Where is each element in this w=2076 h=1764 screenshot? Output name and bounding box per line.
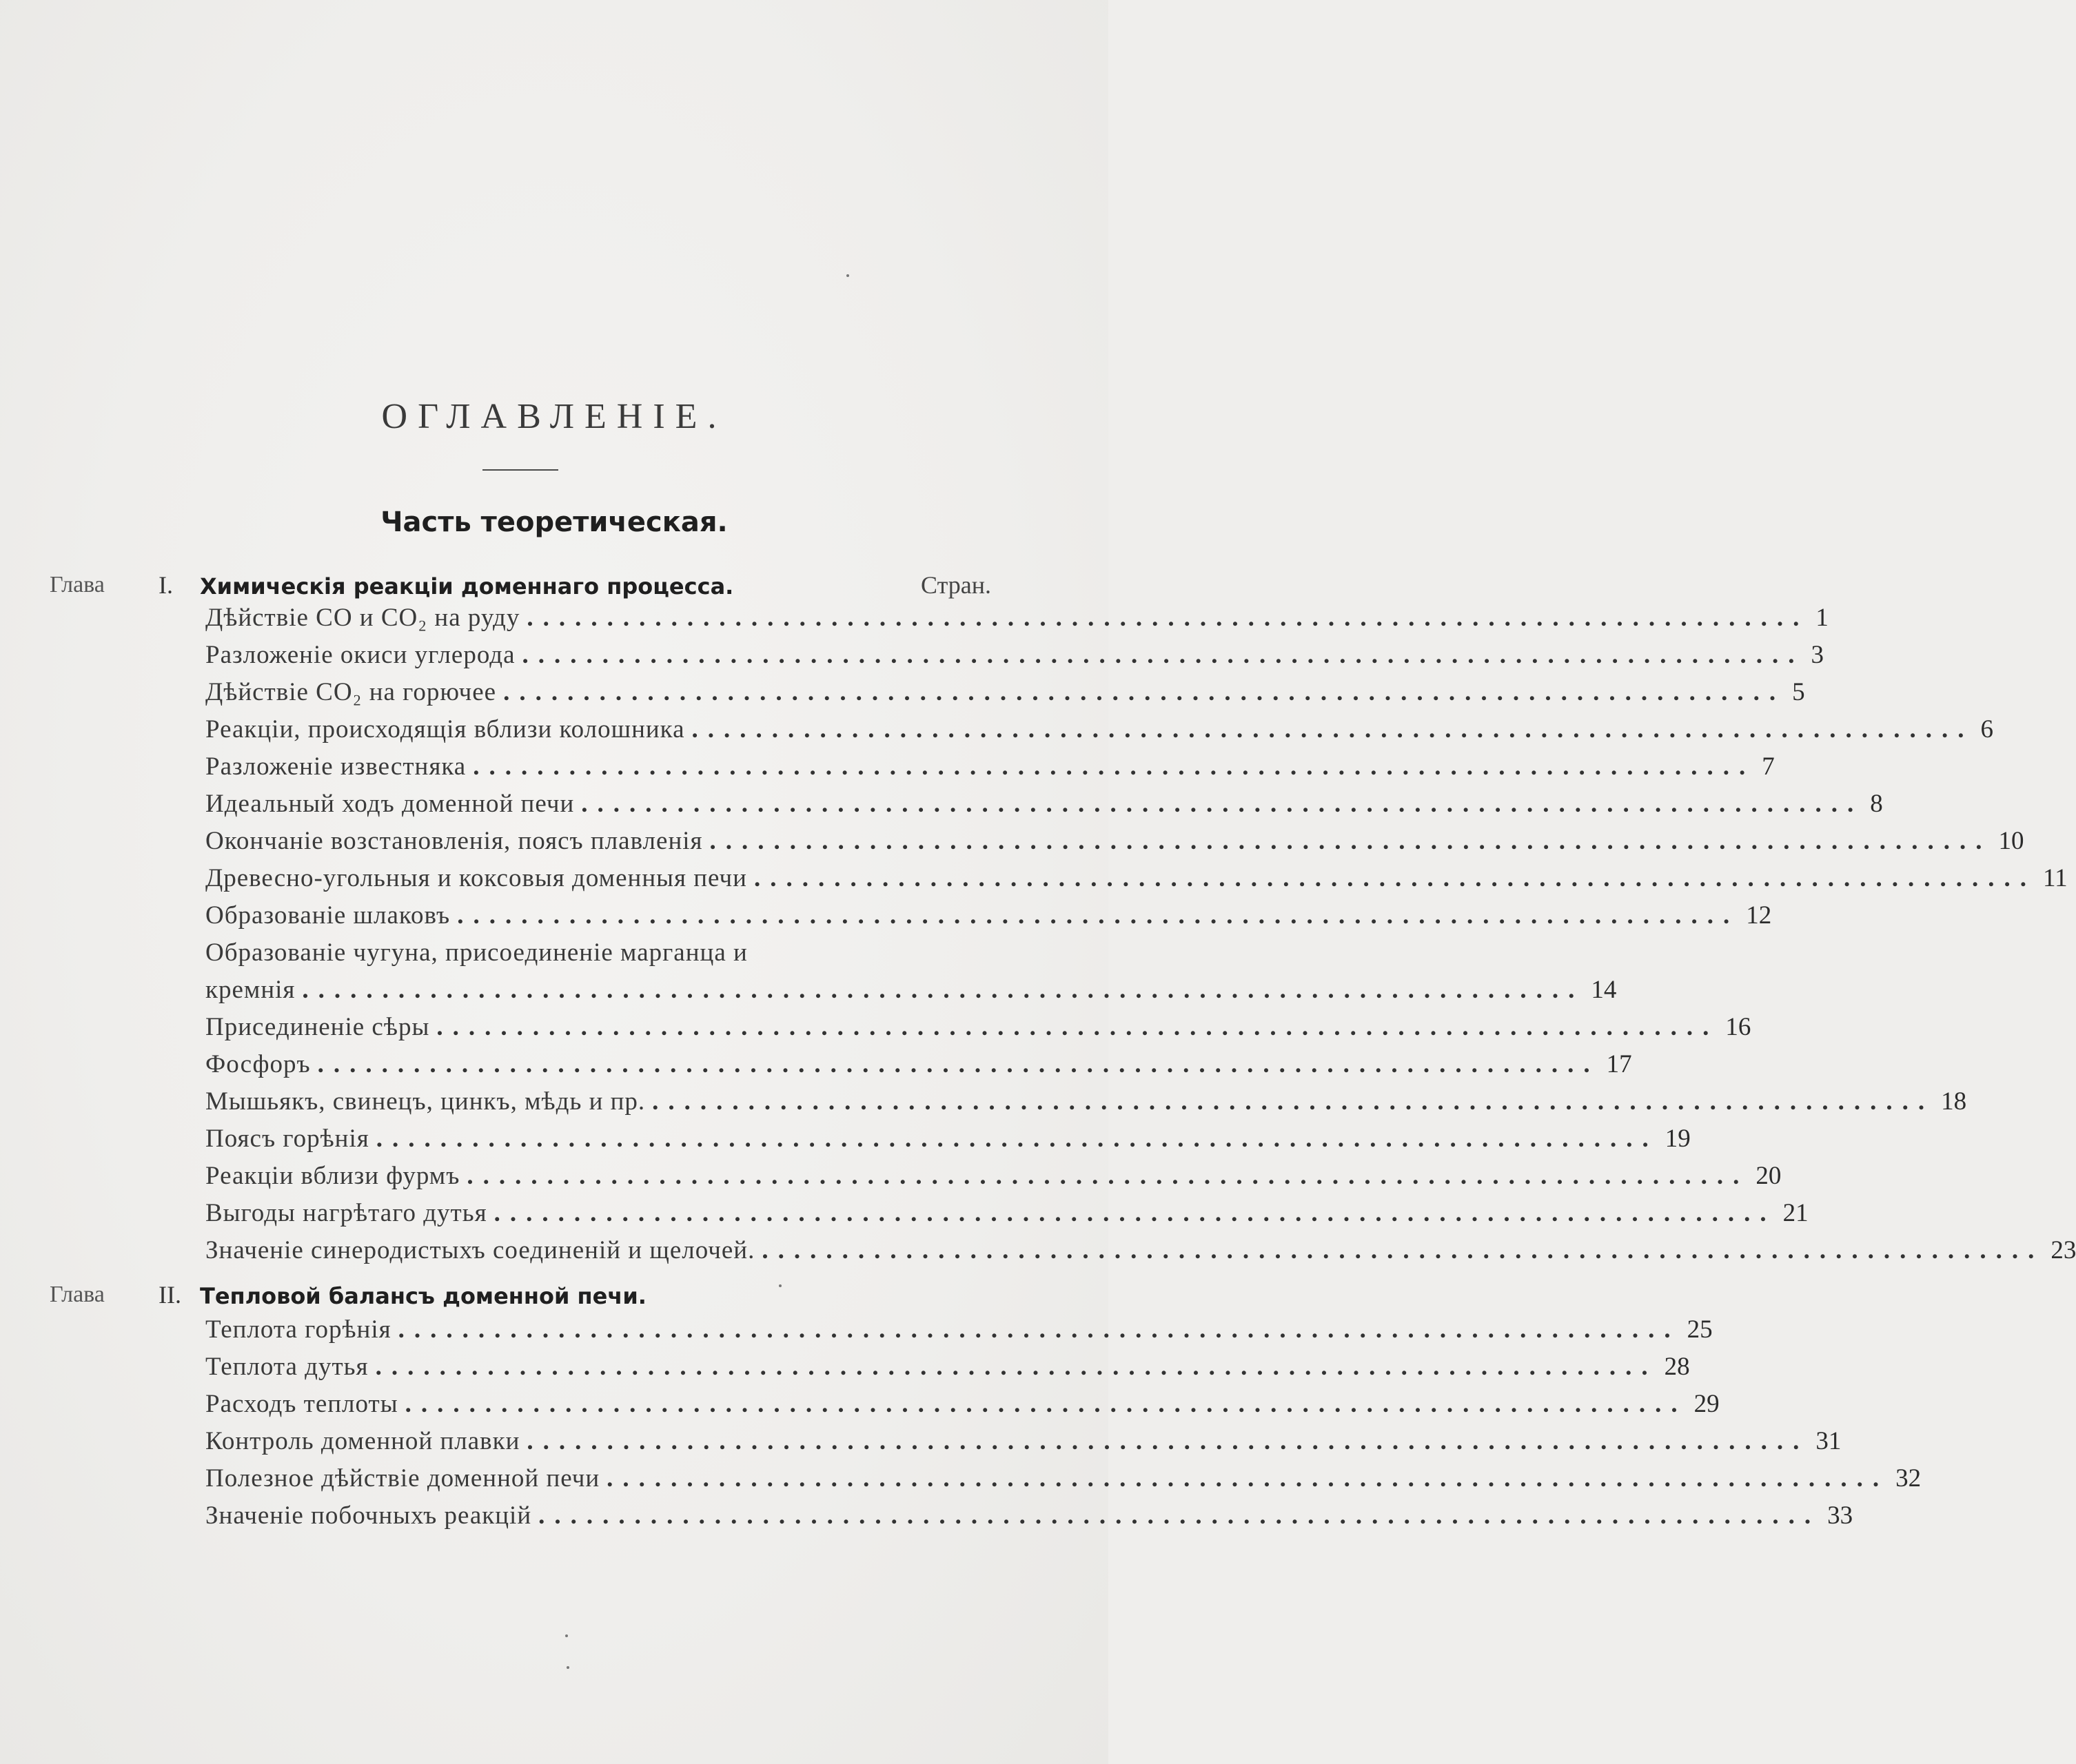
- entry-page: 31: [1815, 1427, 1842, 1455]
- entry-page: 17: [1606, 1050, 1632, 1078]
- entry-page: 21: [1782, 1199, 1809, 1227]
- dot-leader: ................................................................................: [581, 790, 1864, 818]
- entry-page: 19: [1665, 1125, 1691, 1153]
- dot-leader: ................................................................................: [522, 641, 1804, 669]
- entry-text: Теплота дутья: [205, 1353, 369, 1381]
- entry-page: 18: [1941, 1087, 1967, 1116]
- entry-text: Древесно-угольныя и коксовыя доменныя печи: [205, 864, 747, 892]
- toc-entry: [205, 1124, 1691, 1160]
- chapter-number: II.: [159, 1281, 181, 1309]
- entry-page: 10: [1998, 827, 2024, 855]
- toc-entry: [205, 938, 991, 974]
- entry-text: Присединеніе сѣры: [205, 1013, 430, 1041]
- entry-page: 28: [1664, 1353, 1690, 1381]
- dot-leader: ................................................................................: [493, 1199, 1776, 1227]
- entry-text: Контроль доменной плавки: [205, 1427, 520, 1455]
- chapter-title: Химическія реакціи доменнаго процесса.: [200, 573, 734, 599]
- dot-leader: ................................................................................: [317, 1050, 1600, 1078]
- entry-page: 6: [1980, 715, 1994, 743]
- entry-page: 16: [1725, 1013, 1751, 1041]
- entry-text: Разложеніе окиси углерода: [205, 641, 516, 669]
- entry-text: Окончаніе возстановленія, поясъ плавленія: [205, 827, 703, 855]
- toc-entry: [205, 863, 2068, 899]
- entry-text: Полезное дѣйствіе доменной печи: [205, 1464, 600, 1493]
- entry-text: Дѣйствіе СО и СО₂ на руду: [205, 604, 520, 632]
- entry-page: 5: [1792, 678, 1805, 706]
- toc-entry: [205, 677, 1805, 713]
- entry-page: 3: [1811, 641, 1824, 669]
- dot-leader: ................................................................................: [457, 901, 1740, 930]
- entry-text: Реакціи вблизи фурмъ: [205, 1162, 460, 1190]
- entry-page: 7: [1762, 752, 1775, 781]
- toc-entry: [205, 752, 1775, 788]
- toc-entry: [205, 1012, 1751, 1048]
- entry-text: Дѣйствіе СО₂ на горючее: [205, 678, 497, 706]
- entry-text: Расходъ теплоты: [205, 1390, 398, 1418]
- chapter-heading: [0, 566, 1108, 602]
- entry-text: Разложеніе известняка: [205, 752, 467, 781]
- chapter-title: Тепловой балансъ доменной печи.: [200, 1283, 647, 1309]
- toc-entry: [205, 1464, 1922, 1499]
- paper-speck: [567, 1666, 569, 1669]
- toc-entry: [205, 975, 1617, 1011]
- entry-text: Теплота горѣнія: [205, 1315, 391, 1344]
- dot-leader: ................................................................................: [691, 715, 1974, 743]
- dot-leader: ................................................................................: [398, 1315, 1680, 1344]
- toc-entry: [205, 1352, 1690, 1388]
- chapter-number: I.: [159, 571, 173, 599]
- toc-entry: [205, 826, 2024, 862]
- entry-page: 32: [1895, 1464, 1922, 1493]
- dot-leader: ................................................................................: [709, 827, 1992, 855]
- toc-entry: [205, 789, 1883, 825]
- chapter-heading: [0, 1276, 1108, 1312]
- entry-page: 11: [2042, 864, 2068, 892]
- entry-page: 23: [2050, 1236, 2076, 1264]
- entry-text: Фосфоръ: [205, 1050, 311, 1078]
- dot-leader: ................................................................................: [538, 1501, 1821, 1530]
- toc-entry: [205, 1315, 1713, 1351]
- chapter-word: Глава: [50, 572, 105, 597]
- entry-page: 29: [1693, 1390, 1720, 1418]
- toc-entry: [205, 715, 1994, 750]
- dot-leader: ................................................................................: [436, 1013, 1719, 1041]
- dot-leader: ................................................................................: [473, 752, 1756, 781]
- toc-entry: [205, 1049, 1632, 1085]
- paper-speck: [846, 274, 849, 277]
- toc-entry: [205, 603, 1829, 639]
- entry-text: Поясъ горѣнія: [205, 1125, 369, 1153]
- toc-entry: [205, 640, 1824, 676]
- entry-text: Мышьякъ, свинецъ, цинкъ, мѣдь и пр.: [205, 1087, 646, 1116]
- dot-leader: ................................................................................: [607, 1464, 1889, 1493]
- toc-entry: [205, 901, 1772, 936]
- chapter-word: Глава: [50, 1282, 105, 1307]
- entry-text: Значеніе побочныхъ реакцій: [205, 1501, 532, 1530]
- entry-page: 25: [1687, 1315, 1713, 1344]
- entry-text: Образованіе шлаковъ: [205, 901, 451, 930]
- entry-page: 14: [1591, 976, 1617, 1004]
- entry-page: 20: [1756, 1162, 1782, 1190]
- dot-leader: ................................................................................: [503, 678, 1786, 706]
- title-rule: [482, 469, 558, 471]
- toc-entry: [205, 1235, 2076, 1271]
- dot-leader: ................................................................................: [652, 1087, 1935, 1116]
- entry-page: 12: [1746, 901, 1772, 930]
- entry-text: Образованіе чугуна, присоединеніе марганца и: [205, 939, 748, 967]
- dot-leader: ................................................................................: [527, 1427, 1809, 1455]
- dot-leader: ................................................................................: [302, 976, 1585, 1004]
- entry-page: 8: [1870, 790, 1883, 818]
- paper-speck: [779, 1284, 782, 1287]
- entry-text: Значеніе синеродистыхъ соединеній и щелочей.: [205, 1236, 755, 1264]
- entry-page: 33: [1827, 1501, 1853, 1530]
- part-title: Часть теоретическая.: [380, 506, 728, 538]
- entry-text: Реакціи, происходящія вблизи колошника: [205, 715, 685, 743]
- toc-entry: [205, 1198, 1809, 1234]
- toc-entry: [205, 1426, 1842, 1462]
- dot-leader: ................................................................................: [375, 1353, 1658, 1381]
- toc-entry: [205, 1501, 1853, 1537]
- toc-entry: [205, 1161, 1782, 1197]
- dot-leader: ................................................................................: [376, 1125, 1658, 1153]
- entry-text: Выгоды нагрѣтаго дутья: [205, 1199, 487, 1227]
- toc-entry: [205, 1389, 1720, 1425]
- entry-page: 1: [1815, 604, 1829, 632]
- dot-leader: ................................................................................: [762, 1236, 2044, 1264]
- dot-leader: ................................................................................: [467, 1162, 1749, 1190]
- paper-speck: [565, 1634, 568, 1637]
- entry-text: Идеальный ходъ доменной печи: [205, 790, 575, 818]
- entry-text: кремнія: [205, 976, 296, 1004]
- toc-entry: [205, 1087, 1967, 1122]
- dot-leader: ................................................................................: [405, 1390, 1687, 1418]
- dot-leader: ................................................................................: [527, 604, 1809, 632]
- page-title: ОГЛАВЛЕНІЕ.: [381, 397, 727, 436]
- dot-leader: ................................................................................: [753, 864, 2036, 892]
- pages-column-label: Стран.: [921, 571, 991, 599]
